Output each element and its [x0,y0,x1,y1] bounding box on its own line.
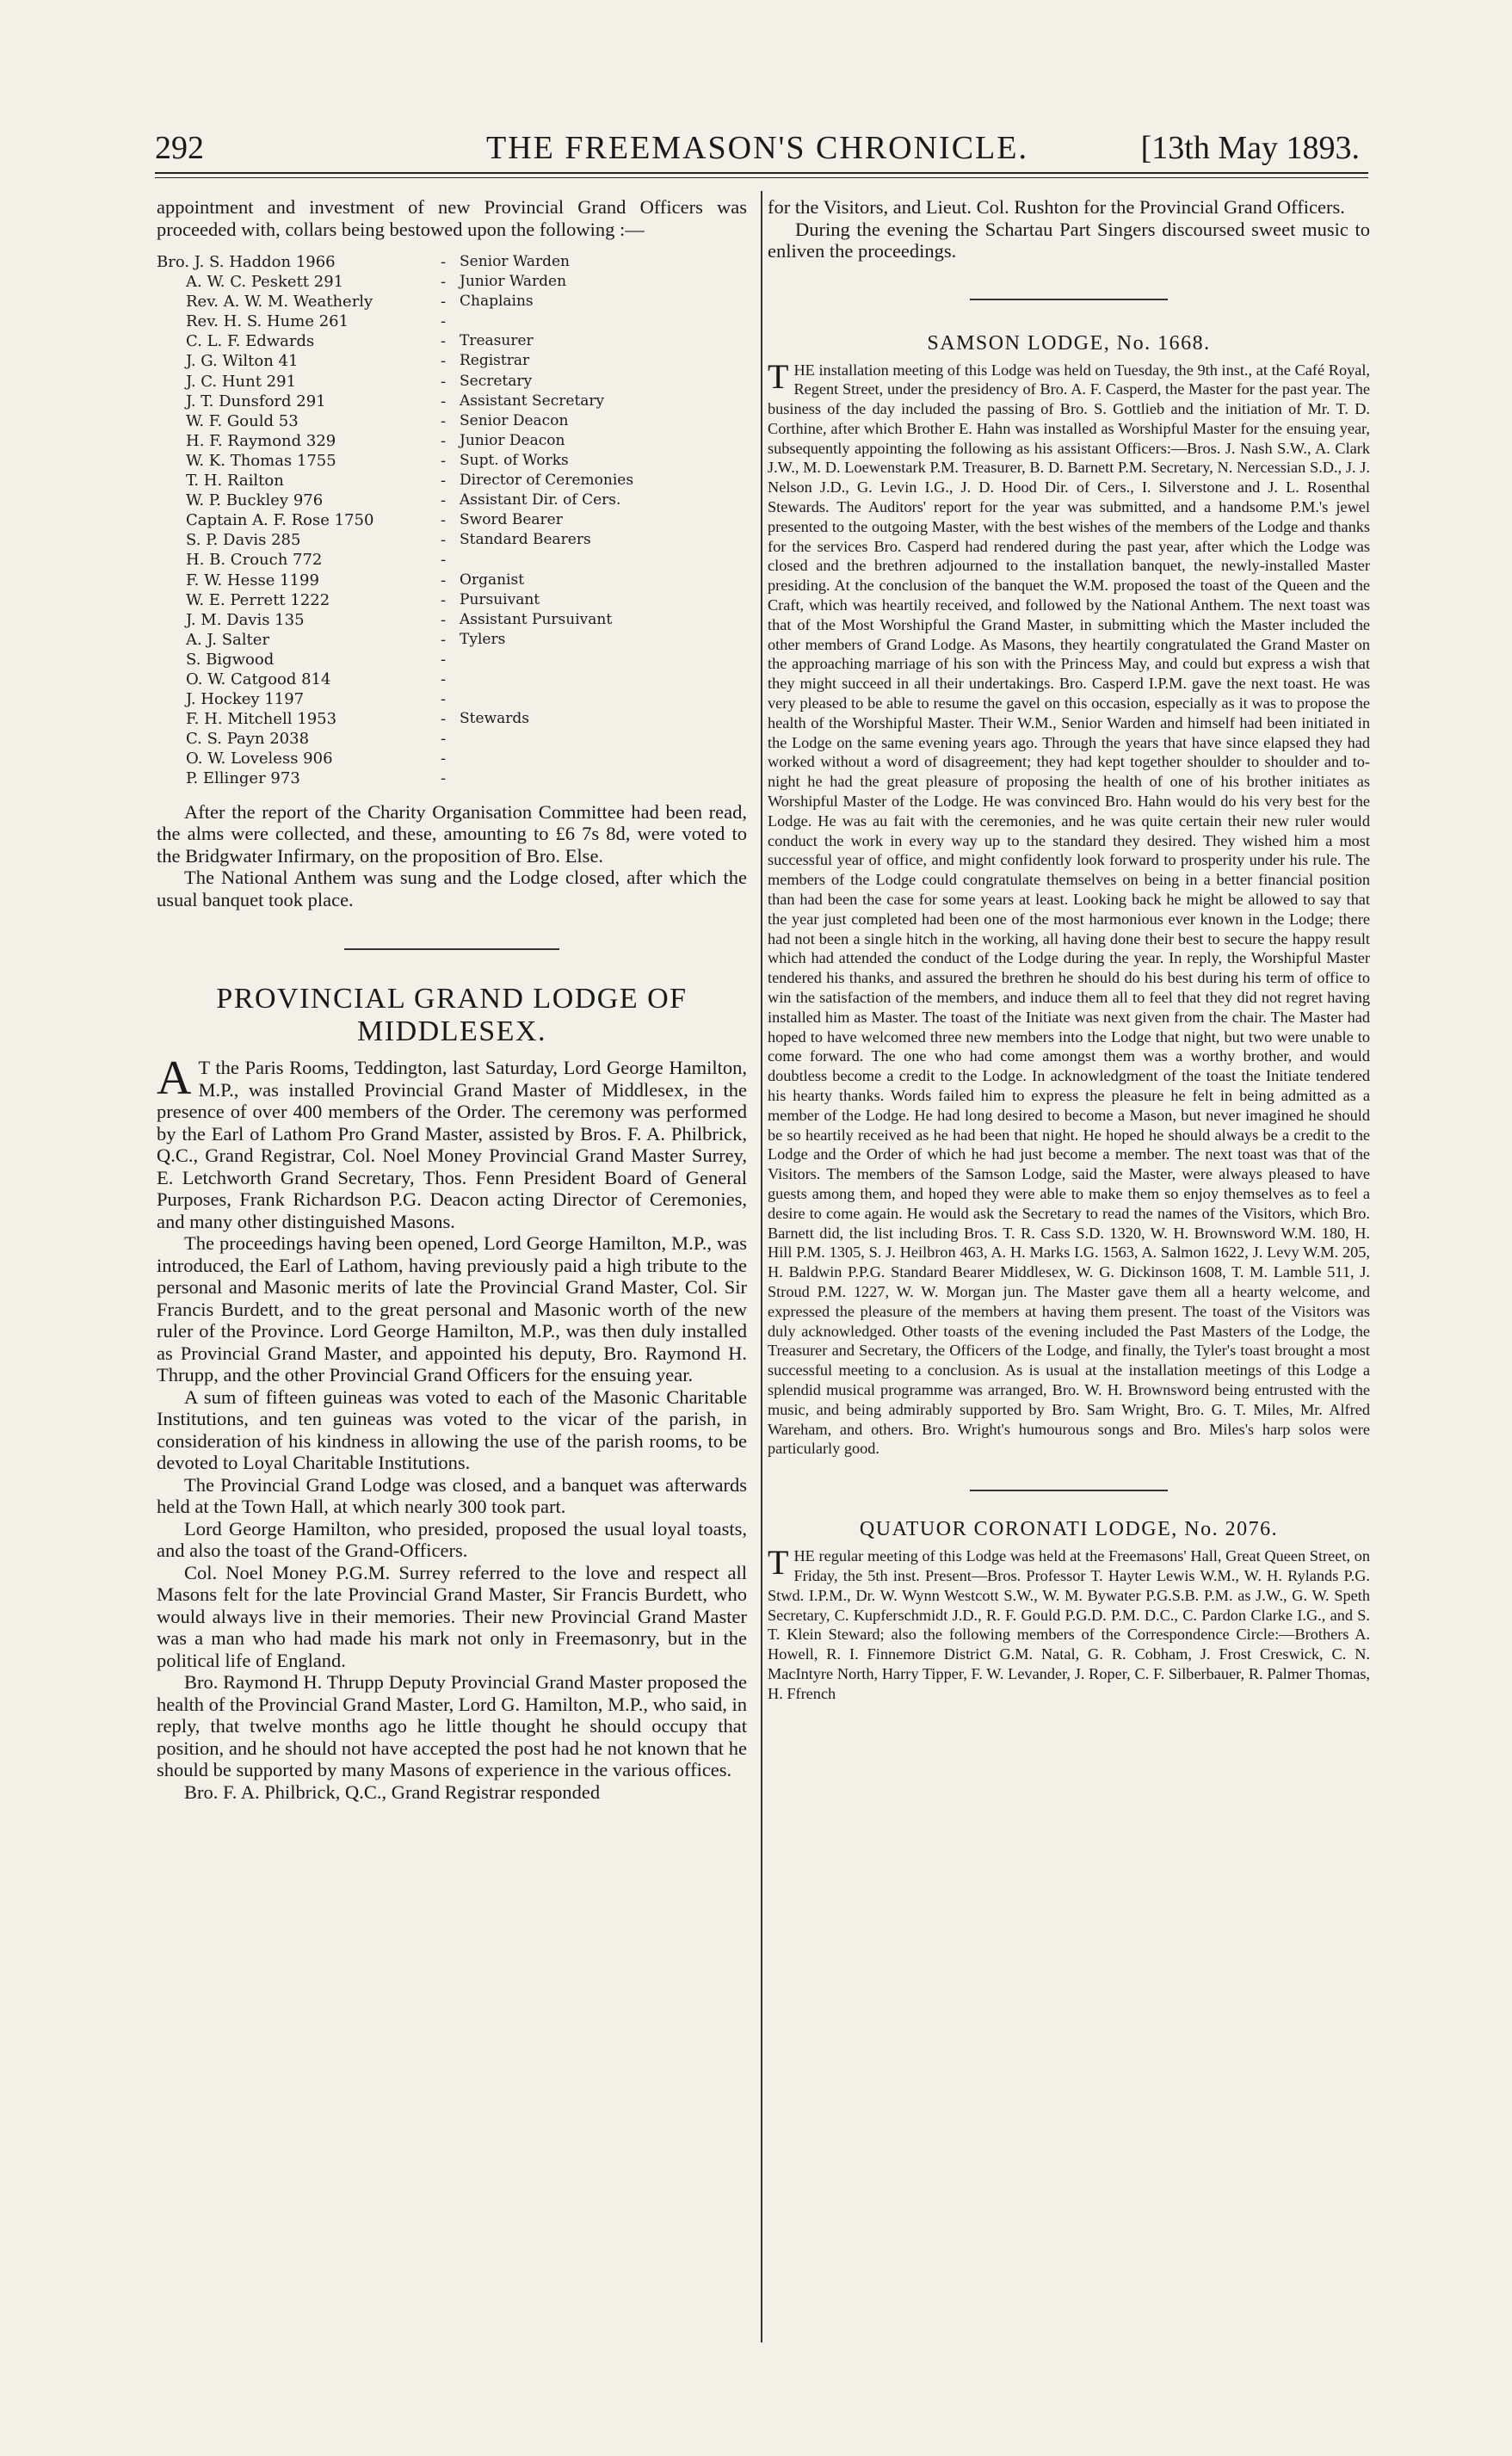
officer-name: J. G. Wilton 41 [186,352,299,371]
leader-dots: - [441,491,447,510]
officer-name: S. P. Davis 285 [186,531,301,550]
officer-name: Rev. A. W. M. Weatherly [186,293,373,312]
officer-role [460,749,747,768]
middlesex-paragraph-7: Bro. Raymond H. Thrupp Deputy Provincial Grand Master proposed the health of the Provincial Grand Master, Lord G. Hamilton, M.P., who said, in reply, that twelve months ago he little thought he should occupy that position, and he should not have accepted the post had he not known that he should be supported by many Masons of experience in the various offices. [157,1671,747,1781]
officer-name: H. F. Raymond 329 [186,431,336,450]
officer-row [157,351,747,371]
officer-name: A. W. C. Peskett 291 [186,273,344,292]
header-rule [155,172,1368,174]
officer-name: C. L. F. Edwards [186,332,315,351]
officer-name: W. K. Thomas 1755 [186,451,336,470]
middlesex-paragraph-5: Lord George Hamilton, who presided, proposed the usual loyal toasts, and also the toast of the Grand-Officers. [157,1517,747,1562]
samson-body: THE installation meeting of this Lodge was held on Tuesday, the 9th inst., at the Café Royal, Regent Street, under the presidency of Bro. A. F. Casperd, the Master for the past year. The business of the day included the passing of Bro. S. Gottlieb and the initiation of Mr. T. D. Corthine, after which Brother E. Hahn was installed as Worshipful Master for the ensuing year, subsequently appointing the following as his assistant Officers:—Bros. J. Nash S.W., A. Clark J.W., M. D. Loewenstark P.M. Treasurer, B. D. Barnett P.M. Secretary, N. Nercessian S.D., J. J. Nelson J.D., G. Levin I.G., J. D. Hood Dir. of Cers., I. Silverstone and J. L. Rosenthal Stewards. The Auditors' report for the year was submitted, and a handsome P.M.'s jewel presented to the outgoing Master, with the best wishes of the members of the Lodge and thanks for the services Bro. Casperd had rendered during the past year, after which the Lodge was closed and the brethren adjourned to the installation banquet, the newly-installed Master presiding. At the conclusion of the banquet the W.M. proposed the toast of the Queen and the Craft, which was heartily received, and followed by the National Anthem. The next toast was that of the Most Worshipful the Grand Master, in submitting which the Master included the other members of Grand Lodge. As Masons, they heartily congratulated the Grand Master on the approaching marriage of his son with the Princess May, and could but express a wish that they might succeed in all their undertakings. Bro. Casperd I.P.M. gave the next toast. He was very pleased to be able to resume the gavel on this occasion, especially as it was to propose the health of the Worshipful Master. Their W.M., Senior Warden and himself had been initiated in the Lodge on the same evening years ago. Through the years that have since elapsed they had worked without a word of disagreement; they had kept together shoulder to shoulder and to-night he had the great pleasure of proposing the health of one of his brother initiates as Worshipful Master of the Lodge. He was convinced Bro. Hahn would do his very best for the Lodge. He was au fait with the ceremonies, and he was quite certain their new ruler would conduct the work in every way up to the standard they desired. They wished him a most successful year of office, and might confidently look forward to prosperity under his rule. The members of the Lodge could congratulate themselves on being in a better financial position than had been the case for some years at least. Looking back he might be allowed to say that the year just completed had been one of the most harmonious ever known in the Lodge; there had not been a single hitch in the working, all having done their best to secure the happy result which had attended the conduct of the Lodge during the year. In reply, the Worshipful Master tendered his thanks, and assured the brethren he should do his best during his term of office to win the satisfaction of the members, and induce them all to feel that they did not regret having installed him as Master. The toast of the Initiate was next given from the chair. The Master had hoped to have welcomed three new members into the Lodge that night, but two were unable to come forward. The one who had come amongst them was a worthy brother, and would doubtless become a credit to the Lodge. In acknowledgment of the toast the Initiate tendered his hearty thanks. Words failed him to express the pleasure he felt in being admitted as a member of the Lodge. He had long desired to become a Mason, but never imagined he should be so heartily received as he had been that night. He hoped he should always be a credit to the Lodge and the Order of which he had just become a member. The next toast was that of the Visitors. The members of the Samson Lodge, said the Master, were always pleased to have guests among them, and hoped they were able to make them so enjoy themselves as to feel a desire to come again. He would ask the Secretary to read the names of the Visitors, which Bro. Barnett did, the list including Bros. T. R. Cass S.D. 1320, W. H. Brownsword W.M. 180, H. Hill P.M. 1305, S. J. Heilbron 463, A. H. Marks I.G. 1563, A. Salmon 1622, J. Levy W.M. 205, H. Baldwin P.P.G. Standard Bearer Middlesex, W. G. Dickinson 1608, T. M. Lamble 511, J. Stroud P.M. 1227, W. W. Morgan jun. The Master gave them all a hearty welcome, and expressed the pleasure of the members at having them present. The toast of the Visitors was duly acknowledged. Other toasts of the evening included the Past Masters of the Lodge, the Treasurer and Secretary, the Officers of the Lodge, and finally, the Tyler's toast brought a most successful meeting to a conclusion. As is usual at the installation meetings of this Lodge a splendid musical programme was arranged, Bro. W. H. Brownsword being entrusted with the music, and being admirably supported by Bro. Sam Wright, Bro. G. T. Miles, Mr. Alfred Wareham, and others. Bro. Wright's humourous songs and Bro. Miles's harp solos were particularly good. [768,356,1370,1458]
officer-role: Junior Deacon [460,431,565,449]
left-column [157,196,747,1803]
officer-role: Supt. of Works [460,451,569,469]
officer-name: C. S. Payn 2038 [186,730,310,749]
officer-name: F. W. Hesse 1199 [186,571,319,589]
middlesex-paragraph-1: A T the Paris Rooms, Teddington, last Saturday, Lord George Hamilton, M.P., was installed Provincial Grand Master of Middlesex, in the presence of over 400 members of the Order. The ceremony was performed by the Earl of Lathom Pro Grand Master, assisted by Bros. F. A. Philbrick, Q.C., Grand Registrar, Col. Noel Money Provincial Grand Master Surrey, E. Letchworth Grand Secretary, Thos. Fenn President Board of General Purposes, Frank Richardson P.G. Deacon acting Director of Ceremonies, and many other distinguished Masons. [157,1052,747,1232]
leader-dots: - [441,352,447,371]
leader-dots: - [441,253,447,271]
header-rule-thin [155,177,1368,178]
middlesex-paragraph-3: A sum of fifteen guineas was voted to each of the Masonic Charitable Institutions, and ten guineas was voted to the vicar of the parish, in consideration of his kindness in allowing the use of the parish rooms, to be devoted to Loyal Charitable Institutions. [157,1385,747,1474]
officer-row [157,590,747,610]
leader-dots: - [441,451,447,470]
officer-name: J. T. Dunsford 291 [186,392,326,410]
officer-role [460,550,747,570]
officer-row [157,729,747,749]
officer-row [157,451,747,471]
officer-row [157,630,747,650]
officer-role: Standard Bearers [460,531,591,549]
officer-row [157,431,747,451]
officer-role [460,312,747,331]
officer-name: W. E. Perrett 1222 [186,590,330,609]
leader-dots: - [441,431,447,450]
officer-role [460,729,747,749]
officer-name: O. W. Loveless 906 [186,750,333,768]
article-heading-line2: MIDDLESEX. [357,1015,546,1048]
officer-role: Treasurer [460,332,534,350]
leader-dots: - [441,531,447,550]
officer-row [157,292,747,312]
column-divider [761,191,762,2342]
leader-dots: - [441,551,447,570]
middlesex-paragraph-8: Bro. F. A. Philbrick, Q.C., Grand Registrar responded [184,1780,601,1803]
officer-row [157,709,747,729]
officer-row [157,670,747,689]
officer-name: Bro. J. S. Haddon 1966 [157,253,336,271]
samson-heading: SAMSON LODGE, No. 1668. [927,331,1211,355]
officer-role: Junior Warden [460,273,567,291]
officer-name: T. H. Railton [186,472,284,491]
officer-name: J. M. Davis 135 [186,610,305,629]
officer-row [157,471,747,491]
charity-paragraph: After the report of the Charity Organisation Committee had been read, the alms were collected, and these, amounting to £6 7s 8d, were voted to the Bridgwater Infirmary, on the proposition of Bro. Else. [157,800,747,867]
leader-dots: - [441,630,447,649]
middlesex-paragraph-2: The proceedings having been opened, Lord George Hamilton, M.P., was introduced, the Earl of Lathom, having previously paid a high tribute to the personal and Masonic merits of late the Provincial Grand Master, Col. Sir Francis Burdett, and to the great personal and Masonic worth of the new ruler of the Province. Lord George Hamilton, M.P., was then duly installed as Provincial Grand Master, and appointed his deputy, Bro. Raymond H. Thrupp, and the other Provincial Grand Officers for the ensuing year. [157,1232,747,1386]
officer-name: Captain A. F. Rose 1750 [186,511,374,530]
leader-dots: - [441,750,447,768]
officer-name: W. P. Buckley 976 [186,491,324,510]
page-header [155,129,1360,169]
leader-dots: - [441,411,447,430]
leader-dots: - [441,730,447,749]
page-number: 292 [155,130,204,166]
drop-cap: A [157,1052,192,1106]
leader-dots: - [441,769,447,788]
officer-name: J. C. Hunt 291 [186,372,297,391]
officers-list [157,252,747,789]
leader-dots: - [441,690,447,709]
leader-dots: - [441,650,447,669]
middlesex-paragraph-6: Col. Noel Money P.G.M. Surrey referred to the love and respect all Masons felt for the late Provincial Grand Master, Sir Francis Burdett, who would always live in their memories. Their new Provincial Grand Master was a man who had made his mark not only in Freemasonry, but in the political life of England. [157,1561,747,1671]
officer-role: Assistant Dir. of Cers. [460,491,621,509]
officer-row [157,571,747,590]
officer-row [157,768,747,788]
officer-role: Chaplains [460,293,534,311]
leader-dots: - [441,472,447,491]
officer-name: H. B. Crouch 772 [186,551,323,570]
officers-intro: appointment and investment of new Provincial Grand Officers was proceeded with, collars being bestowed upon the following :— [157,196,747,240]
officer-name: W. F. Gould 53 [186,411,299,430]
leader-dots: - [441,293,447,312]
officer-row [157,510,747,530]
right-column [768,196,1370,1704]
drop-cap: T [768,1543,789,1583]
officer-row [157,372,747,392]
leader-dots: - [441,571,447,589]
officer-role [460,689,747,709]
officer-row [157,252,747,272]
officer-name: O. W. Catgood 814 [186,670,331,688]
officer-role: Organist [460,571,525,589]
officer-name: S. Bigwood [186,650,275,669]
section-divider [970,1490,1168,1491]
officer-row [157,530,747,550]
officer-name: J. Hockey 1197 [186,690,305,709]
officer-role: Registrar [460,352,530,370]
masthead-title: THE FREEMASON'S CHRONICLE. [486,130,1028,166]
leader-dots: - [441,273,447,292]
drop-cap: T [768,356,789,396]
officer-role: Senior Deacon [460,411,569,429]
officer-row [157,491,747,510]
leader-dots: - [441,511,447,530]
officer-row [157,550,747,570]
officer-role: Tylers [460,630,506,648]
continued-paragraph: for the Visitors, and Lieut. Col. Rushton for the Provincial Grand Officers. [768,196,1345,218]
officer-role: Assistant Pursuivant [460,610,613,628]
leader-dots: - [441,590,447,609]
officer-row [157,331,747,351]
leader-dots: - [441,710,447,729]
officer-role: Assistant Secretary [460,392,605,410]
officer-role: Senior Warden [460,253,571,270]
officer-row [157,411,747,431]
officer-role [460,650,747,670]
leader-dots: - [441,670,447,688]
officer-row [157,272,747,292]
section-divider [970,299,1168,300]
leader-dots: - [441,610,447,629]
officer-row [157,689,747,709]
officer-row [157,610,747,630]
section-divider [344,948,559,950]
singers-paragraph: During the evening the Schartau Part Singers discoursed sweet music to enliven the proceedings. [768,218,1370,262]
officer-row [157,392,747,411]
officer-role: Pursuivant [460,590,540,608]
officer-role: Director of Ceremonies [460,472,634,490]
anthem-paragraph: The National Anthem was sung and the Lodge closed, after which the usual banquet took place. [157,867,747,910]
officer-name: P. Ellinger 973 [186,769,300,788]
leader-dots: - [441,332,447,351]
officer-role: Stewards [460,710,529,728]
officer-row [157,650,747,670]
officer-row [157,312,747,331]
article-heading: PROVINCIAL GRAND LODGE OF [216,983,688,1015]
officer-row [157,749,747,768]
officer-role: Secretary [460,372,533,390]
officer-name: Rev. H. S. Hume 261 [186,312,349,331]
quatuor-heading: QUATUOR CORONATI LODGE, No. 2076. [859,1518,1279,1541]
leader-dots: - [441,312,447,331]
quatuor-body: THE regular meeting of this Lodge was held at the Freemasons' Hall, Great Queen Street, on Friday, the 5th inst. Present—Bros. Professor T. Hayter Lewis W.M., W. H. Rylands P.G. Stwd. I.P.M., Dr. W. Wynn Westcott S.W., W. M. Bywater P.G.S.B. P.M. as J.W., G. W. Speth Secretary, C. Kupferschmidt J.D., R. F. Gould P.G.D. P.M. D.C., C. Pardon Clarke I.G., and S. T. Klein Steward; also the following members of the Correspondence Circle:—Brothers A. Howell, R. I. Finnemore District G.M. Natal, G. R. Cobham, J. Frost Creswick, C. N. MacIntyre North, Harry Tipper, F. W. Levander, J. Roper, C. F. Silberbauer, R. Palmer Thomas, H. Ffrench [768,1543,1370,1702]
leader-dots: - [441,392,447,410]
middlesex-paragraph-4: The Provincial Grand Lodge was closed, and a banquet was afterwards held at the Town Hall, at which nearly 300 took part. [157,1473,747,1518]
officer-role: Sword Bearer [460,511,563,529]
leader-dots: - [441,372,447,391]
officer-name: A. J. Salter [186,630,270,649]
officer-role [460,670,747,689]
officer-name: F. H. Mitchell 1953 [186,710,337,729]
officer-role [460,768,747,788]
issue-date: [13th May 1893. [1140,130,1360,166]
